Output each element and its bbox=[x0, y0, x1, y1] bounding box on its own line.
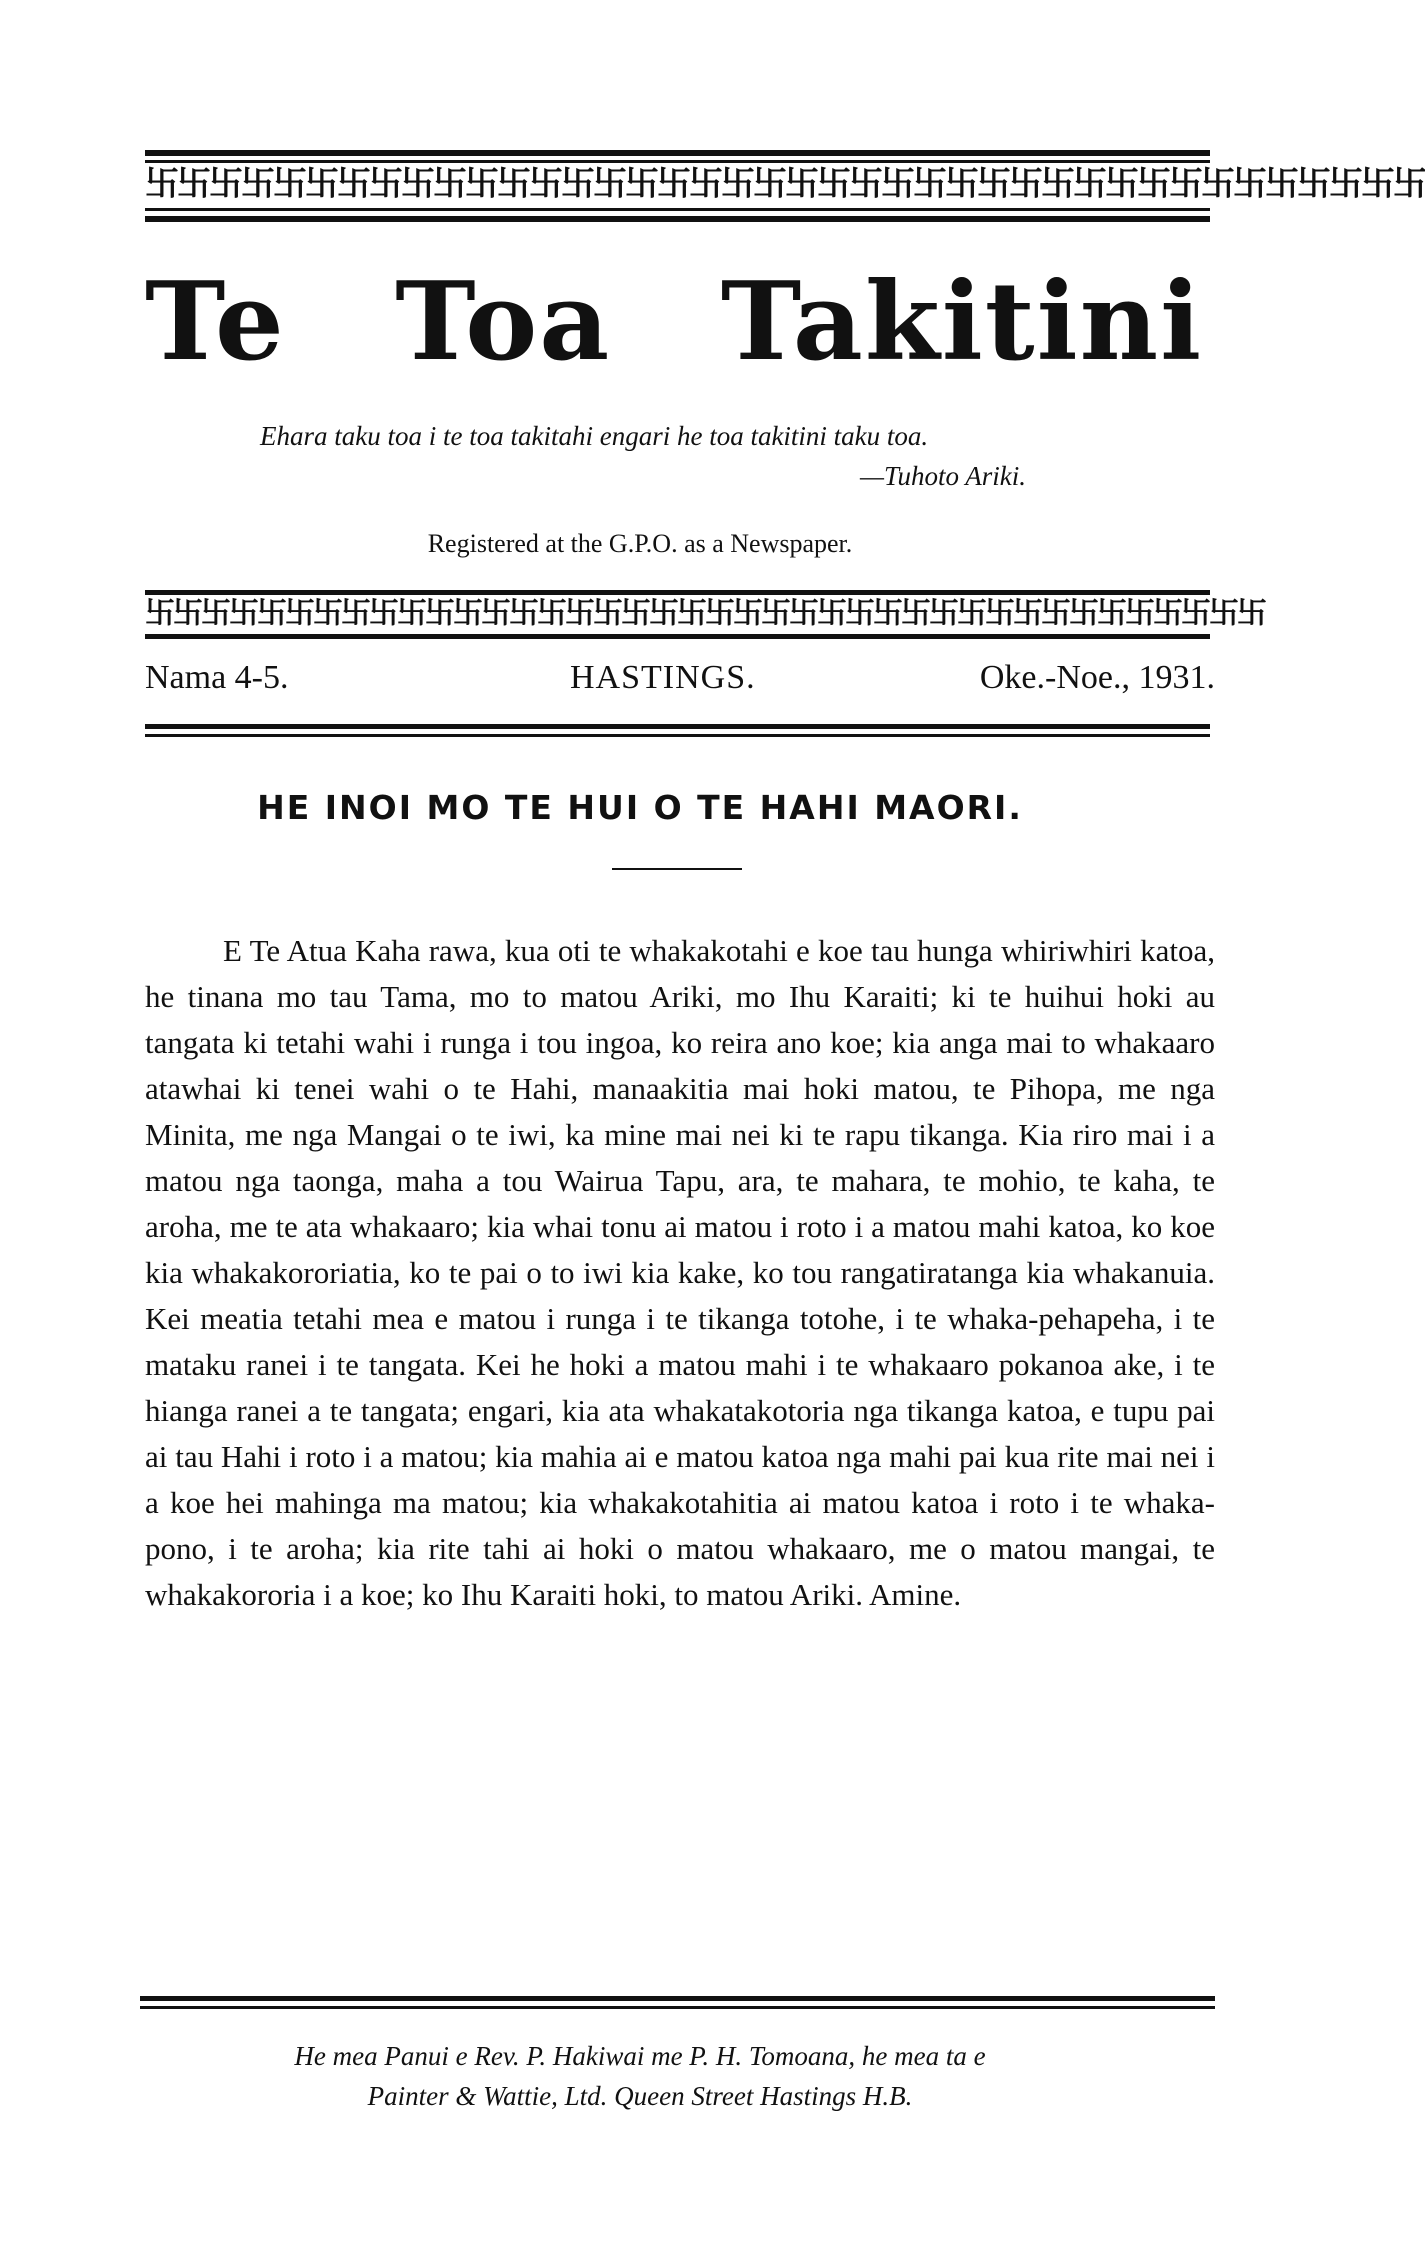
fret-pattern: 卐卐卐卐卐卐卐卐卐卐卐卐卐卐卐卐卐卐卐卐卐卐卐卐卐卐卐卐卐卐卐卐卐卐卐卐卐卐卐卐 bbox=[145, 164, 1425, 204]
article-heading: HE INOI MO TE HUI O TE HAHI MAORI. bbox=[257, 788, 1023, 827]
footer-rule-thin bbox=[140, 2006, 1215, 2009]
printer-imprint bbox=[0, 2036, 1280, 2116]
issue-rule-thick bbox=[145, 724, 1210, 729]
middle-border-rule bbox=[145, 634, 1210, 639]
issue-number: Nama 4-5. bbox=[145, 659, 289, 696]
masthead-motto: Ehara taku toa i te toa takitahi engari he toa takitini taku toa. bbox=[260, 421, 929, 451]
top-border-rule bbox=[145, 150, 1210, 156]
motto-author: —Tuhoto Ariki. bbox=[860, 461, 1027, 491]
article-body: E Te Atua Kaha rawa, kua oti te whakakotahi e koe tau hunga whiriwhiri katoa, he tinana mo tau Tama, mo to matou Ariki, mo Ihu Karaiti; ki te huihui hoki au tangata ki tetahi wahi i runga i tou ingoa, ko reira ano koe; kia anga mai to whakaaro atawhai ki tenei wahi o te Hahi, manaakitia mai hoki matou, te Pihopa, me nga Minita, me nga Mangai o te iwi, ka mine mai nei ki te rapu tikanga. Kia riro mai i a matou nga taonga, maha a tou Wairua Tapu, ara, te mahara, te mohio, te kaha, te aroha, me te ata whakaaro; kia whai tonu ai matou i roto i a matou mahi katoa, ko koe kia whakakororiatia, ko te pai o to iwi kia kake, ko tou rangatiratanga kia whakanuia. Kei meatia tetahi mea e matou i runga i te tikanga totohe, i te whaka-pehapeha, i te mataku ranei i te tangata. Kei he hoki a matou mahi i te whakaaro pokanoa ake, i te hianga ranei a te tangata; engari, kia ata whakatakotoria nga tikanga katoa, e tupu pai ai tau Hahi i roto i a matou; kia mahia ai e matou katoa nga mahi pai kua rite mai nei i a koe hei mahinga ma matou; kia whakakotahitia ai matou katoa i roto i te whaka-pono, i te aroha; kia rite tahi ai hoki o matou whakaaro, me o matou mangai, te whakakororia i a koe; ko Ihu Karaiti hoki, to matou Ariki. Amine. bbox=[145, 933, 1215, 1612]
imprint-line-2: Painter & Wattie, Ltd. Queen Street Hastings H.B. bbox=[367, 2081, 913, 2111]
heading-divider bbox=[612, 868, 742, 870]
middle-border-rule bbox=[145, 590, 1210, 595]
imprint-line-1: He mea Panui e Rev. P. Hakiwai me P. H. Tomoana, he mea ta e bbox=[294, 2041, 986, 2071]
registration-notice: Registered at the G.P.O. as a Newspaper. bbox=[427, 529, 853, 558]
issue-place: HASTINGS. bbox=[570, 659, 756, 696]
top-border-rule bbox=[145, 216, 1210, 222]
top-fret-border bbox=[145, 150, 1425, 230]
issue-date: Oke.-Noe., 1931. bbox=[979, 659, 1215, 696]
fret-pattern: 卐卐卐卐卐卐卐卐卐卐卐卐卐卐卐卐卐卐卐卐卐卐卐卐卐卐卐卐卐卐卐卐卐卐卐卐卐卐卐卐 bbox=[145, 596, 1265, 631]
issue-rule-thin bbox=[145, 734, 1210, 737]
middle-fret-border bbox=[145, 590, 1265, 644]
top-border-rule-thin bbox=[145, 208, 1210, 211]
footer-rule-thick bbox=[140, 1996, 1215, 2001]
issue-underline bbox=[145, 724, 1210, 744]
masthead-title: Te Toa Takitini bbox=[145, 259, 1204, 385]
top-border-rule-thin bbox=[145, 160, 1210, 163]
